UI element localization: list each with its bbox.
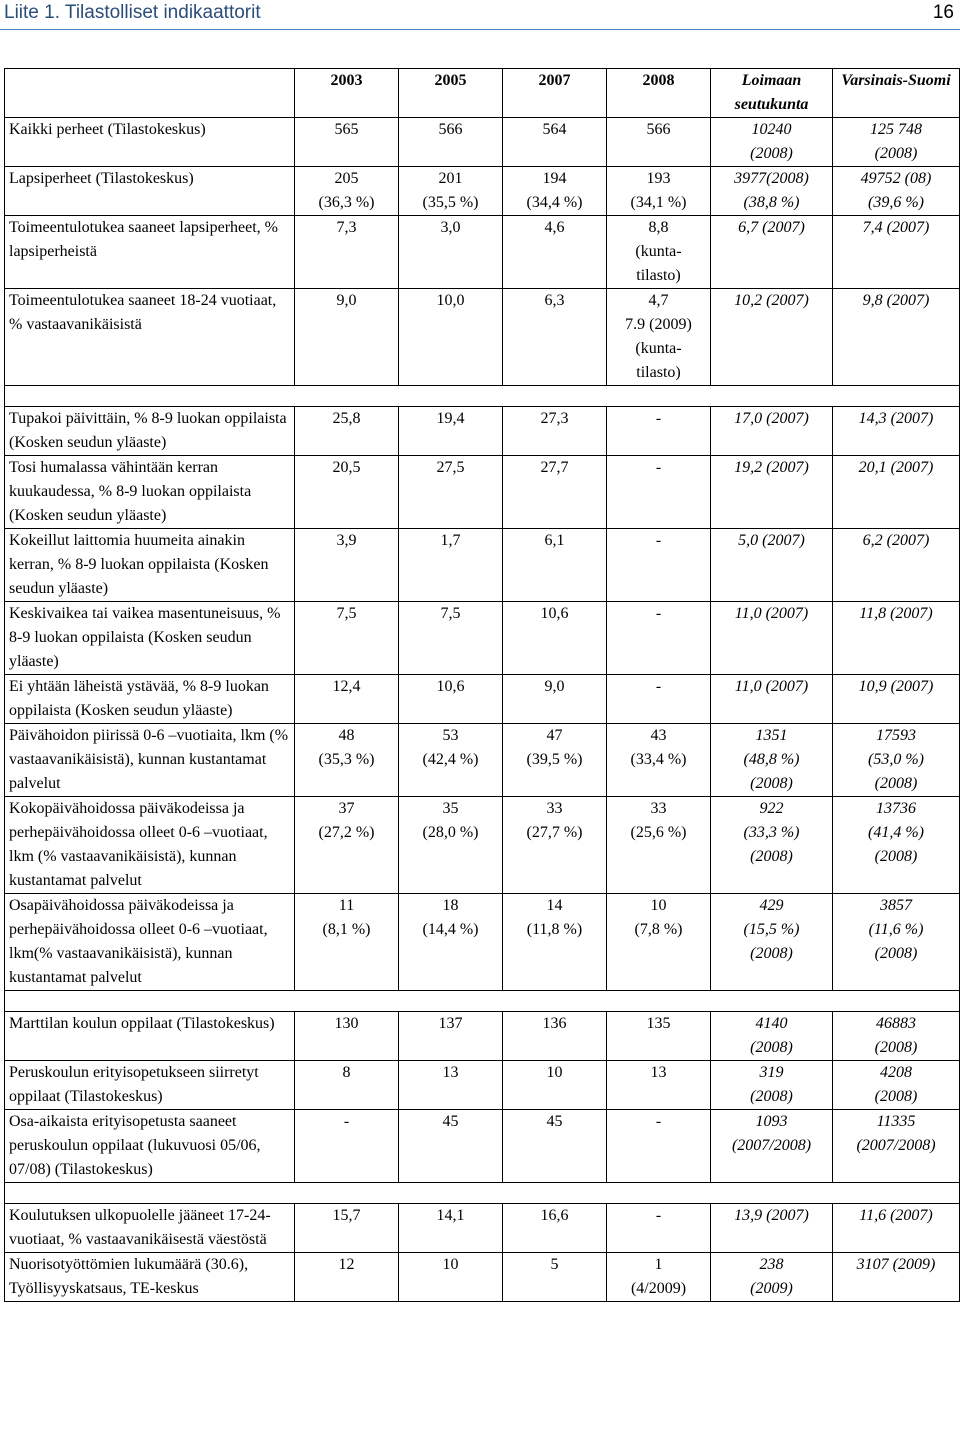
table-cell: 46883 (2008): [833, 1012, 960, 1061]
table-cell: 47 (39,5 %): [503, 724, 607, 797]
table-cell: 7,5: [295, 602, 399, 675]
section-spacer: [5, 386, 960, 407]
table-cell: 13: [607, 1061, 711, 1110]
table-row: [5, 1253, 960, 1302]
page-number: 16: [932, 2, 954, 23]
table-cell: 922 (33,3 %) (2008): [711, 797, 833, 894]
table-cell: 10: [399, 1253, 503, 1302]
table-cell: -: [607, 675, 711, 724]
table-cell: 137: [399, 1012, 503, 1061]
header-rule: [0, 29, 960, 30]
table-cell: 14 (11,8 %): [503, 894, 607, 991]
row-label: Toimeentulotukea saaneet lapsiperheet, % lapsiperheistä: [5, 216, 295, 289]
table-cell: 7,4 (2007): [833, 216, 960, 289]
table-cell: 4208 (2008): [833, 1061, 960, 1110]
table-cell: 4140 (2008): [711, 1012, 833, 1061]
table-row: [5, 289, 960, 386]
table-row: [5, 894, 960, 991]
table-row: [5, 529, 960, 602]
table-row: [5, 1204, 960, 1253]
table-cell: 12,4: [295, 675, 399, 724]
table-cell: 319 (2008): [711, 1061, 833, 1110]
table-cell: 53 (42,4 %): [399, 724, 503, 797]
table-cell: 1 (4/2009): [607, 1253, 711, 1302]
table-cell: 10240 (2008): [711, 118, 833, 167]
table-cell: 19,4: [399, 407, 503, 456]
column-header: 2008: [607, 69, 711, 118]
table-cell: 11335 (2007/2008): [833, 1110, 960, 1183]
table-cell: 565: [295, 118, 399, 167]
table-cell: 9,8 (2007): [833, 289, 960, 386]
row-label: Kokopäivähoidossa päiväkodeissa ja perhepäivähoidossa olleet 0-6 –vuotiaat, lkm (% vastaavanikäisistä), kunnan kustantamat palvelut: [5, 797, 295, 894]
row-label: Keskivaikea tai vaikea masentuneisuus, % 8-9 luokan oppilaista (Kosken seudun yläaste): [5, 602, 295, 675]
table-cell: 6,3: [503, 289, 607, 386]
section-spacer-row: [5, 991, 960, 1012]
row-label: Kaikki perheet (Tilastokeskus): [5, 118, 295, 167]
table-cell: 12: [295, 1253, 399, 1302]
row-label: Ei yhtään läheistä ystävää, % 8-9 luokan oppilaista (Kosken seudun yläaste): [5, 675, 295, 724]
table-cell: 25,8: [295, 407, 399, 456]
table-cell: 14,1: [399, 1204, 503, 1253]
table-row: [5, 456, 960, 529]
table-cell: -: [607, 1110, 711, 1183]
table-cell: 201 (35,5 %): [399, 167, 503, 216]
section-spacer: [5, 991, 960, 1012]
table-row: [5, 724, 960, 797]
table-cell: 27,7: [503, 456, 607, 529]
table-body: [5, 118, 960, 1302]
column-header: [5, 69, 295, 118]
table-cell: 35 (28,0 %): [399, 797, 503, 894]
section-spacer: [5, 1183, 960, 1204]
table-row: [5, 1110, 960, 1183]
table-cell: 3107 (2009): [833, 1253, 960, 1302]
table-cell: 18 (14,4 %): [399, 894, 503, 991]
table-cell: 49752 (08) (39,6 %): [833, 167, 960, 216]
row-label: Tosi humalassa vähintään kerran kuukaudessa, % 8-9 luokan oppilaista (Kosken seudun yläaste): [5, 456, 295, 529]
column-header: Loimaan seutukunta: [711, 69, 833, 118]
column-header: 2007: [503, 69, 607, 118]
table-row: [5, 1061, 960, 1110]
column-header: 2005: [399, 69, 503, 118]
section-spacer-row: [5, 386, 960, 407]
table-cell: 37 (27,2 %): [295, 797, 399, 894]
table-cell: 194 (34,4 %): [503, 167, 607, 216]
table-cell: 45: [399, 1110, 503, 1183]
table-row: [5, 675, 960, 724]
table-cell: 5,0 (2007): [711, 529, 833, 602]
table-cell: 19,2 (2007): [711, 456, 833, 529]
table-cell: 33 (25,6 %): [607, 797, 711, 894]
table-cell: 5: [503, 1253, 607, 1302]
table-cell: 6,7 (2007): [711, 216, 833, 289]
table-cell: 17593 (53,0 %) (2008): [833, 724, 960, 797]
row-label: Lapsiperheet (Tilastokeskus): [5, 167, 295, 216]
table-cell: 14,3 (2007): [833, 407, 960, 456]
row-label: Kokeillut laittomia huumeita ainakin kerran, % 8-9 luokan oppilaista (Kosken seudun yläaste): [5, 529, 295, 602]
row-label: Peruskoulun erityisopetukseen siirretyt oppilaat (Tilastokeskus): [5, 1061, 295, 1110]
table-cell: 20,5: [295, 456, 399, 529]
table-cell: 20,1 (2007): [833, 456, 960, 529]
table-row: [5, 118, 960, 167]
table-cell: 3,9: [295, 529, 399, 602]
table-cell: -: [607, 456, 711, 529]
table-cell: 13,9 (2007): [711, 1204, 833, 1253]
table-cell: 1,7: [399, 529, 503, 602]
table-cell: 11,6 (2007): [833, 1204, 960, 1253]
table-cell: 136: [503, 1012, 607, 1061]
section-spacer-row: [5, 1183, 960, 1204]
table-cell: 3977(2008) (38,8 %): [711, 167, 833, 216]
table-cell: -: [607, 529, 711, 602]
table-cell: 10,2 (2007): [711, 289, 833, 386]
row-label: Marttilan koulun oppilaat (Tilastokeskus): [5, 1012, 295, 1061]
table-cell: 13736 (41,4 %) (2008): [833, 797, 960, 894]
table-cell: 9,0: [503, 675, 607, 724]
table-cell: 11,0 (2007): [711, 602, 833, 675]
table-cell: 564: [503, 118, 607, 167]
table-row: [5, 167, 960, 216]
table-cell: 13: [399, 1061, 503, 1110]
document-title: Liite 1. Tilastolliset indikaattorit: [4, 2, 261, 23]
table-cell: 10,6: [503, 602, 607, 675]
table-cell: 1351 (48,8 %) (2008): [711, 724, 833, 797]
table-cell: 10,6: [399, 675, 503, 724]
table-cell: 11,8 (2007): [833, 602, 960, 675]
table-cell: 16,6: [503, 1204, 607, 1253]
row-label: Tupakoi päivittäin, % 8-9 luokan oppilaista (Kosken seudun yläaste): [5, 407, 295, 456]
table-cell: 11 (8,1 %): [295, 894, 399, 991]
table-cell: 566: [399, 118, 503, 167]
table-cell: -: [295, 1110, 399, 1183]
table-cell: 43 (33,4 %): [607, 724, 711, 797]
table-cell: 10: [503, 1061, 607, 1110]
table-cell: 8: [295, 1061, 399, 1110]
table-cell: -: [607, 1204, 711, 1253]
row-label: Osapäivähoidossa päiväkodeissa ja perhepäivähoidossa olleet 0-6 –vuotiaat, lkm(% vastaavanikäisistä), kunnan kustantamat palvelut: [5, 894, 295, 991]
row-label: Toimeentulotukea saaneet 18-24 vuotiaat, % vastaavanikäisistä: [5, 289, 295, 386]
table-cell: 429 (15,5 %) (2008): [711, 894, 833, 991]
row-label: Päivähoidon piirissä 0-6 –vuotiaita, lkm (% vastaavanikäisistä), kunnan kustantamat palvelut: [5, 724, 295, 797]
table-cell: 27,3: [503, 407, 607, 456]
table-cell: 10,9 (2007): [833, 675, 960, 724]
row-label: Koulutuksen ulkopuolelle jääneet 17-24- vuotiaat, % vastaavanikäisestä väestöstä: [5, 1204, 295, 1253]
row-label: Nuorisotyöttömien lukumäärä (30.6), Työllisyyskatsaus, TE-keskus: [5, 1253, 295, 1302]
indicator-table: [4, 68, 960, 1302]
table-cell: 205 (36,3 %): [295, 167, 399, 216]
column-header: 2003: [295, 69, 399, 118]
table-cell: 3857 (11,6 %) (2008): [833, 894, 960, 991]
table-cell: 27,5: [399, 456, 503, 529]
table-cell: 10,0: [399, 289, 503, 386]
table-cell: 7,3: [295, 216, 399, 289]
table-cell: 238 (2009): [711, 1253, 833, 1302]
table-row: [5, 797, 960, 894]
table-cell: 7,5: [399, 602, 503, 675]
table-cell: 135: [607, 1012, 711, 1061]
table-cell: 8,8 (kunta- tilasto): [607, 216, 711, 289]
table-cell: 3,0: [399, 216, 503, 289]
table-cell: 45: [503, 1110, 607, 1183]
table-cell: 17,0 (2007): [711, 407, 833, 456]
column-header: Varsinais-Suomi: [833, 69, 960, 118]
table-cell: 4,7 7.9 (2009) (kunta- tilasto): [607, 289, 711, 386]
table-cell: 193 (34,1 %): [607, 167, 711, 216]
table-cell: 11,0 (2007): [711, 675, 833, 724]
table-cell: 6,2 (2007): [833, 529, 960, 602]
table-row: [5, 407, 960, 456]
table-row: [5, 216, 960, 289]
table-cell: -: [607, 602, 711, 675]
table-cell: 15,7: [295, 1204, 399, 1253]
table-header-row: [5, 69, 960, 118]
row-label: Osa-aikaista erityisopetusta saaneet peruskoulun oppilaat (lukuvuosi 05/06, 07/08) (Tilastokeskus): [5, 1110, 295, 1183]
table-cell: 566: [607, 118, 711, 167]
table-row: [5, 602, 960, 675]
table-cell: 9,0: [295, 289, 399, 386]
table-cell: 10 (7,8 %): [607, 894, 711, 991]
table-cell: 1093 (2007/2008): [711, 1110, 833, 1183]
table-cell: 6,1: [503, 529, 607, 602]
table-cell: 125 748 (2008): [833, 118, 960, 167]
page-header: [0, 0, 960, 30]
table-cell: 48 (35,3 %): [295, 724, 399, 797]
table-cell: 33 (27,7 %): [503, 797, 607, 894]
table-cell: 4,6: [503, 216, 607, 289]
table-cell: -: [607, 407, 711, 456]
table-cell: 130: [295, 1012, 399, 1061]
table-row: [5, 1012, 960, 1061]
